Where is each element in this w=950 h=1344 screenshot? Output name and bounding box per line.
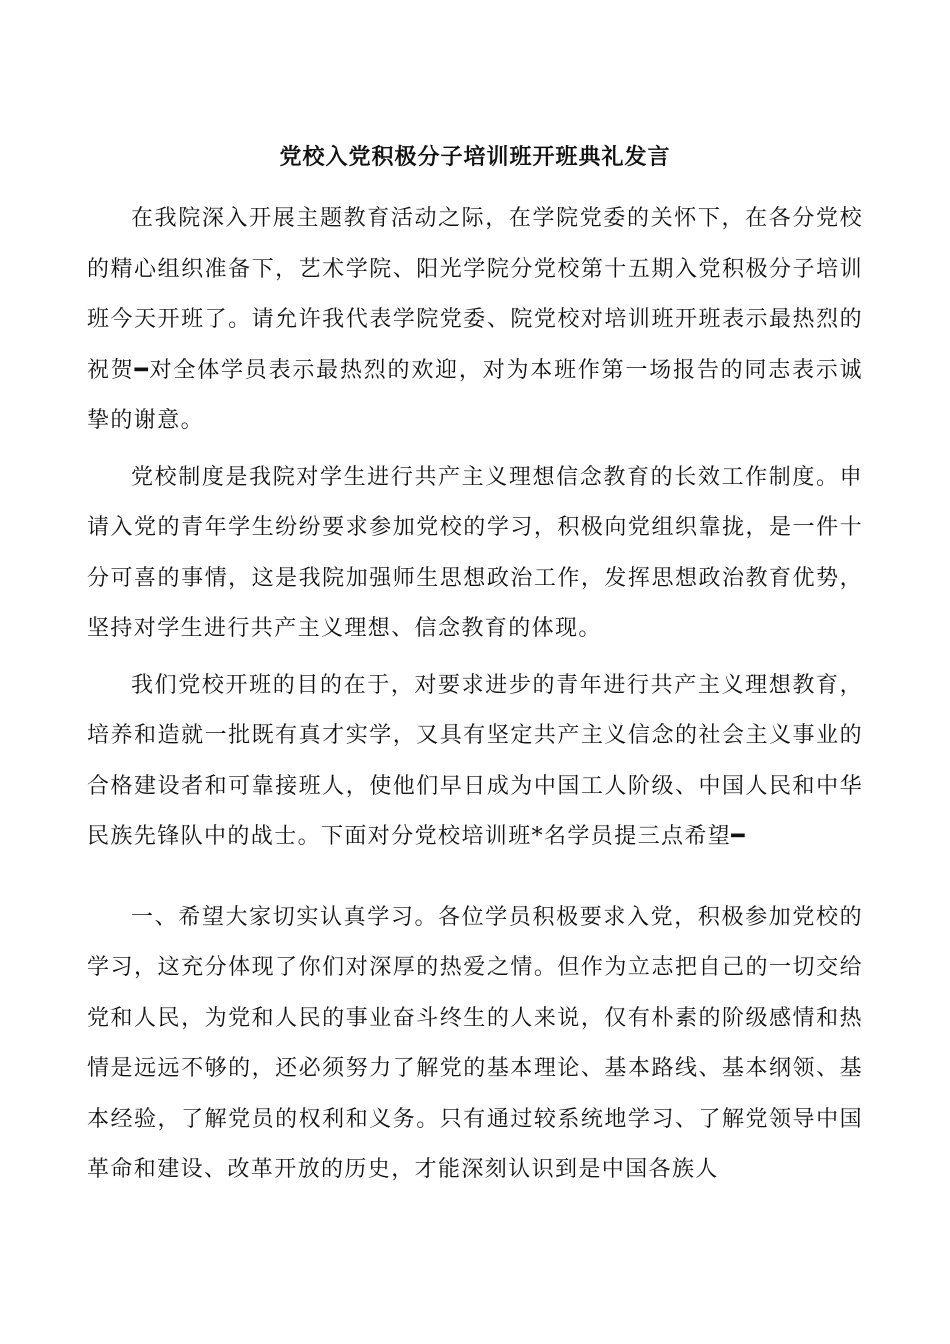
paragraph-party-school-system: 党校制度是我院对学生进行共产主义理想信念教育的长效工作制度。申请入党的青年学生纷纷要求参加党校的学习，积极向党组织靠拢，是一件十分可喜的事情，这是我院加强师生思想政治工作，发挥思想政治教育优势，坚持对学生进行共产主义理想、信念教育的体现。 <box>87 464 863 641</box>
paragraph-hope-one: 一、希望大家切实认真学习。各位学员积极要求入党，积极参加党校的学习，这充分体现了你们对深厚的热爱之情。但作为立志把自己的一切交给党和人民，为党和人民的事业奋斗终生的人来说，仅有朴素的阶级感情和热情是远远不够的，还必须努力了解党的基本理论、基本路线、基本纲领、基本经验，了解党员的权利和义务。只有通过较系统地学习、了解党领导中国革命和建设、改革开放的历史，才能深刻认识到是中国各族人 <box>87 904 863 1182</box>
paragraph-purpose: 我们党校开班的目的在于，对要求进步的青年进行共产主义理想教育，培养和造就一批既有真才实学，又具有坚定共产主义信念的社会主义事业的合格建设者和可靠接班人，使他们早日成为中国工人阶级、中国人民和中华民族先锋队中的战士。下面对分党校培训班*名学员提三点希望━ <box>87 672 863 849</box>
document-body <box>87 194 863 1196</box>
paragraph-opening: 在我院深入开展主题教育活动之际，在学院党委的关怀下，在各分党校的精心组织准备下，艺术学院、阳光学院分党校第十五期入党积极分子培训班今天开班了。请允许我代表学院党委、院党校对培训班开班表示最热烈的祝贺━对全体学员表示最热烈的欢迎，对为本班作第一场报告的同志表示诚挚的谢意。 <box>87 206 863 433</box>
document-title: 党校入党积极分子培训班开班典礼发言 <box>279 144 671 170</box>
